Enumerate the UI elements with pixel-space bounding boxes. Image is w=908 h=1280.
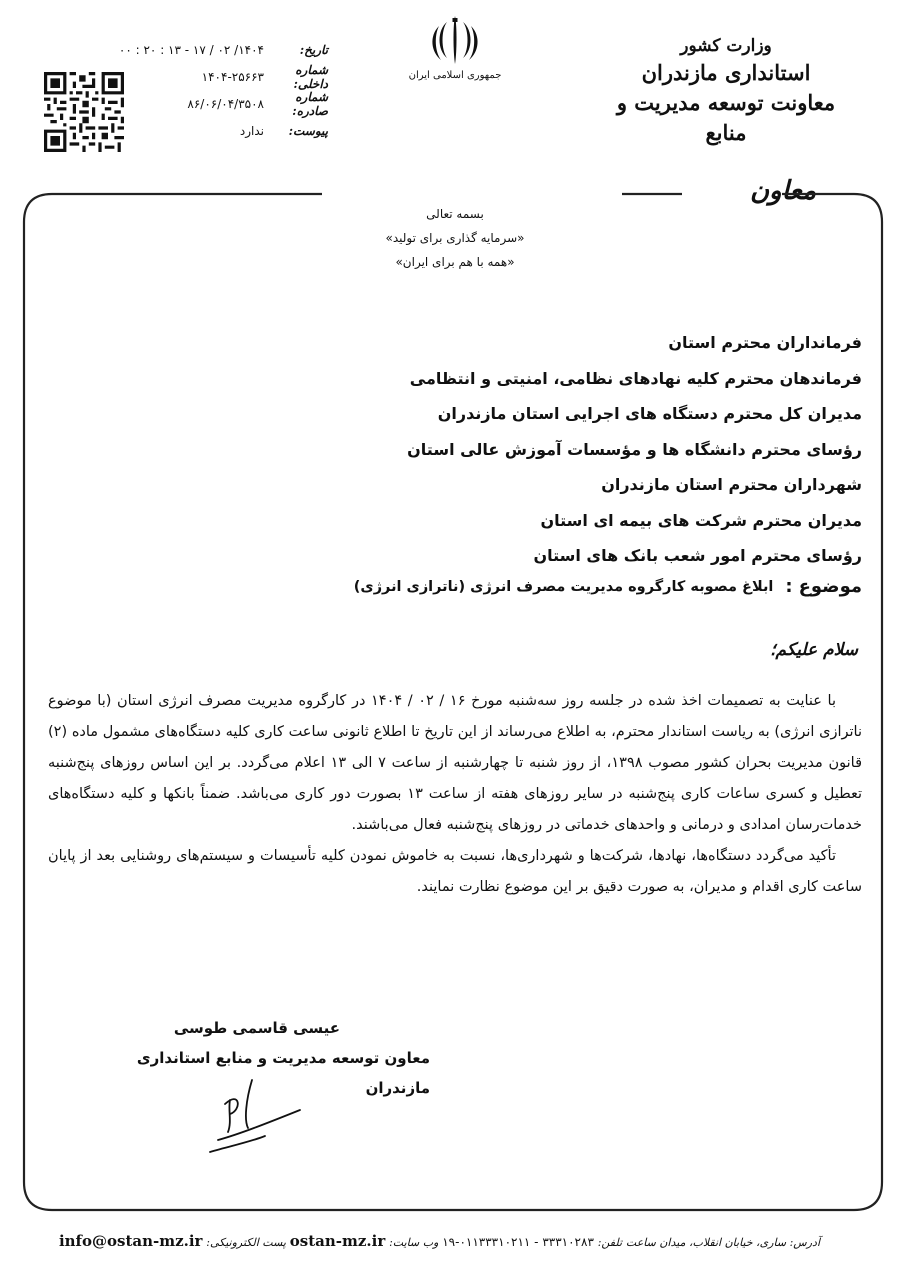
signer-role: معاون توسعه مدیریت و منابع استانداری مازندران [136,1049,430,1097]
handwritten-signature [170,1070,320,1160]
issued-number-row [88,90,328,117]
greeting-block [300,202,610,274]
governorate-name: استانداری مازندران [641,60,811,85]
recipient-item: رؤسای محترم دانشگاه ها و مؤسسات آموزش عالی استان [407,439,862,459]
subject-label: موضوع [798,576,862,597]
deputy-name: معاونت توسعه مدیریت و منابع [616,90,836,145]
internal-number-row [88,63,328,90]
recipient-item: مدیران کل محترم دستگاه های اجرایی استان مازندران [437,404,862,423]
footer-email-label: پست الکترونیکی: [206,1236,286,1249]
issued-number-value: ۸۶/۰۶/۰۴/۳۵۰۸ [187,96,264,111]
slogan-line: «سرمایه گذاری برای تولید» [385,231,525,245]
qr-code-icon [44,72,124,152]
attachment-value: ندارد [239,123,264,138]
recipient-item: شهرداران محترم استان مازندران [601,475,862,494]
footer-email: info@ostan-mz.ir [58,1232,203,1250]
attachment-label: پیوست: [288,123,328,138]
iran-emblem-icon [427,12,483,68]
recipients-list [407,325,862,574]
ministry-header [606,34,846,148]
footer-website: ostan-mz.ir [289,1232,386,1250]
footer-contact [58,1232,820,1250]
subject-value: ابلاغ مصوبه کارگروه مدیریت مصرف انرژی (ناترازی انرژی) [353,578,774,595]
issued-number-label: شماره صادره: [292,89,328,118]
footer-phone-label: تلفن: [597,1236,623,1249]
emblem [405,12,505,81]
ministry-name: وزارت کشور [680,36,772,56]
signer-name: عیسی قاسمی طوسی [173,1019,340,1037]
recipient-item: مدیران محترم شرکت های بیمه ای استان [540,510,862,530]
footer-phone: ۳۳۳۱۰۲۸۳ - ۰۱۱۳۳۳۱۰۲۱۱-۱۹ [442,1235,594,1249]
attachment-row [88,117,328,144]
recipient-item: رؤسای محترم امور شعب بانک های استان [533,546,862,565]
date-row [88,36,328,63]
letter-meta [88,36,328,144]
date-value: ۱۴۰۴/ ۰۲ / ۱۷ - ۱۳ : ۲۰ : ۰۰ [118,42,264,57]
internal-number-value: ۱۴۰۴-۲۵۶۶۳ [201,69,264,84]
recipient-item: فرماندهان محترم کلیه نهادهای نظامی، امنیتی و انتظامی [409,368,862,388]
internal-number-label: شماره داخلی: [293,62,328,91]
salutation: سلام علیکم؛ [770,640,858,660]
subject-line: موضوع : ابلاغ مصوبه کارگروه مدیریت مصرف انرژی (ناترازی انرژی) [353,576,862,597]
slogan-line: «همه با هم برای ایران» [395,255,515,269]
recipient-item: فرمانداران محترم استان [668,333,862,352]
position-title: معاون [749,176,816,206]
footer-address: آدرس: ساری، خیابان انقلاب، میدان ساعت [625,1236,820,1249]
date-label: تاریخ: [299,42,328,57]
footer-website-label: وب سایت: [389,1236,439,1249]
basmala-line: بسمه تعالی [426,207,484,221]
emblem-caption: جمهوری اسلامی ایران [408,70,502,81]
body-paragraph: تأکید می‌گردد دستگاه‌ها، نهادها، شرکت‌ها و شهرداری‌ها، نسبت به خاموش نمودن کلیه تأسیسات و سیستم‌های روشنایی بعد از پایان ساعت کاری اقدام و مدیران، به صورت دقیق بر این موضوع نظارت نمایند. [48,848,862,895]
body-paragraph: با عنایت به تصمیمات اخذ شده در جلسه روز سه‌شنبه مورخ ۱۶ / ۰۲ / ۱۴۰۴ در کارگروه مدیریت مصرف انرژی استان (با موضوع ناترازی انرژی) به ریاست استاندار محترم، به اطلاع می‌رساند از این تاریخ تا اطلاع ثانونی ساعت کاری کلیه دستگاه‌های مشمول ماده (۲) قانون مدیریت بحران کشور مصوب ۱۳۹۸، از روز شنبه تا چهارشنبه از ساعت ۷ الی ۱۳ اعلام می‌گردد. بر این اساس روزهای پنج‌شنبه تعطیل و کسری ساعات کاری پنج‌شنبه در سایر روزهای هفته از ساعت ۱۳ بصورت دور کاری می‌باشد. ضمناً بانکها و کلیه دستگاه‌های خدمات‌رسان امدادی و درمانی و واحدهای خدماتی در روزهای پنج‌شنبه فعال می‌باشند. [48,693,863,833]
letter-body [48,686,862,903]
